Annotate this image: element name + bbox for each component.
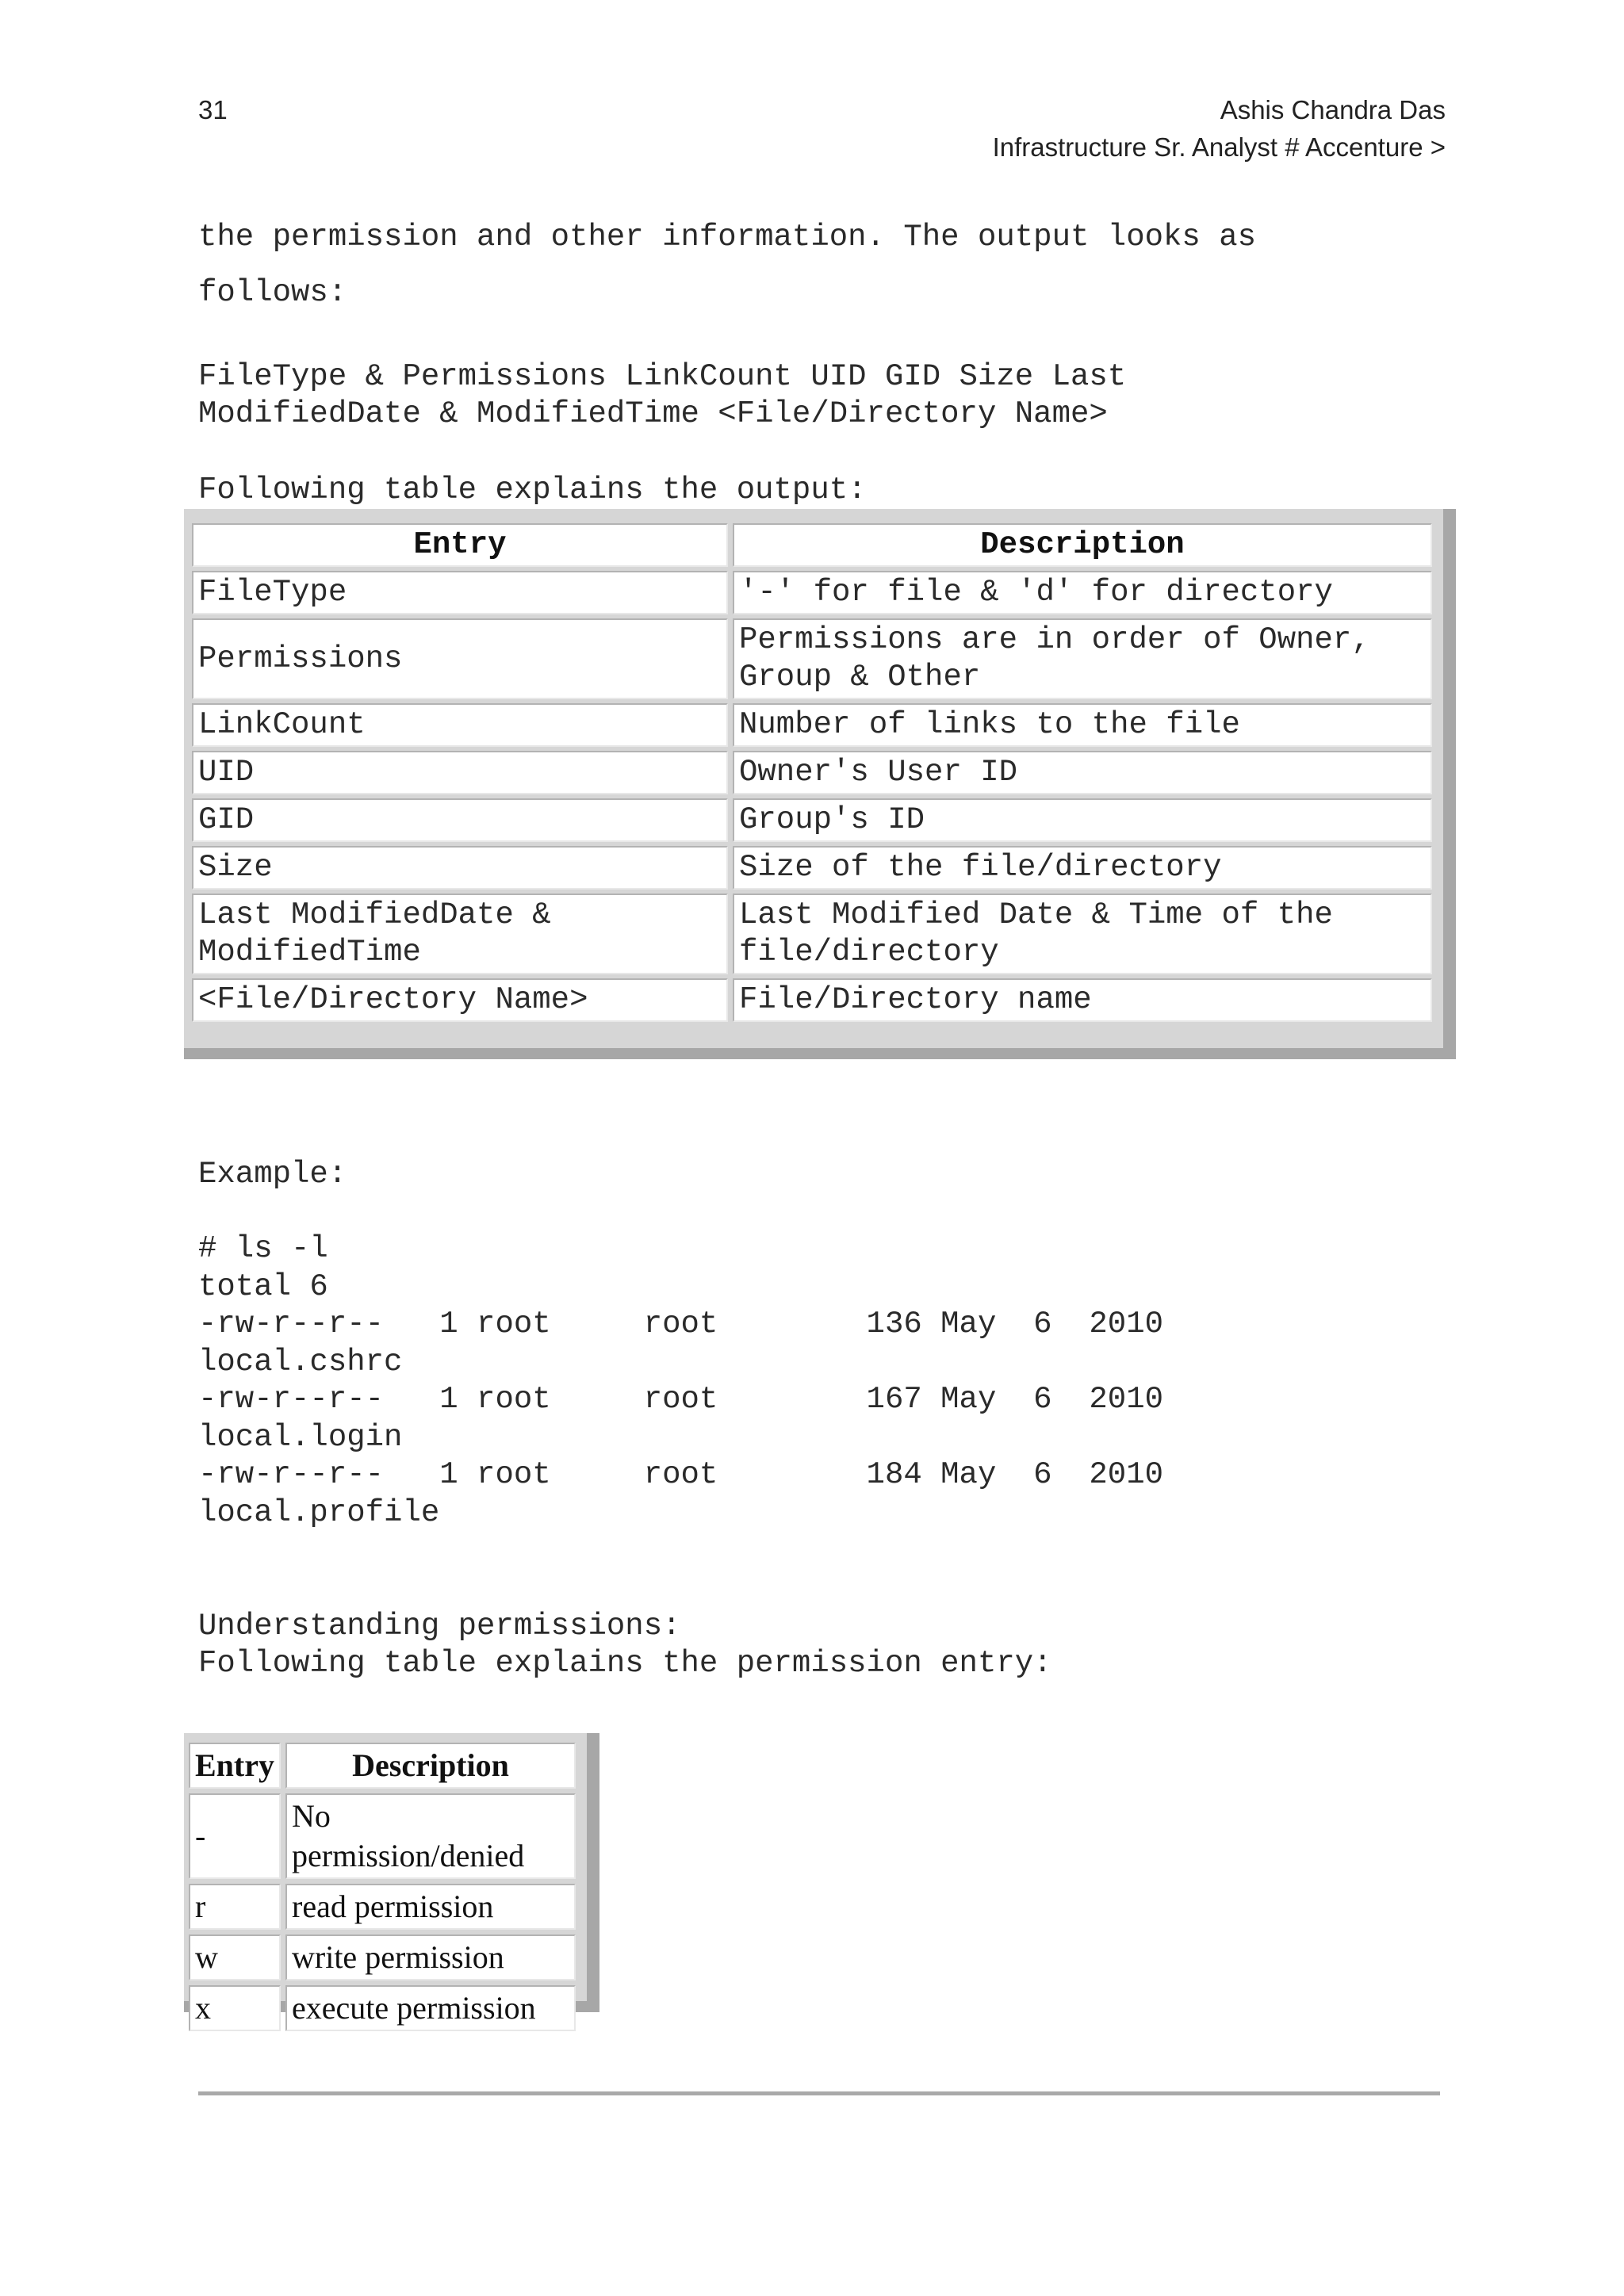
entry-cell: <File/Directory Name> (192, 978, 728, 1022)
table-row (189, 1934, 576, 1980)
table-row (192, 978, 1432, 1022)
description-cell: write permission (285, 1934, 576, 1980)
description-cell: No permission/denied (285, 1793, 576, 1879)
author-name: Ashis Chandra Das (1220, 95, 1446, 124)
description-cell: Number of links to the file (733, 703, 1432, 747)
table-row (189, 1793, 576, 1879)
description-cell: read permission (285, 1884, 576, 1930)
description-cell: Last Modified Date & Time of the file/directory (733, 894, 1432, 974)
table-row (192, 751, 1432, 794)
table-header-row (189, 1743, 576, 1789)
column-header-description: Description (733, 523, 1432, 567)
description-cell: Group's ID (733, 798, 1432, 842)
column-header-description: Description (285, 1743, 576, 1789)
understanding-permissions-text: Understanding permissions: Following table explains the permission entry: (198, 1609, 1052, 1681)
table-row (192, 618, 1432, 699)
description-cell: '-' for file & 'd' for directory (733, 571, 1432, 614)
table-row (192, 798, 1432, 842)
description-cell: Size of the file/directory (733, 846, 1432, 890)
output-format-line: FileType & Permissions LinkCount UID GID Size Last ModifiedDate & ModifiedTime <File/Directory Name> (198, 359, 1127, 431)
entry-cell: FileType (192, 571, 728, 614)
entry-cell: UID (192, 751, 728, 794)
table-header-row (192, 523, 1432, 567)
table-row (192, 894, 1432, 974)
column-header-entry: Entry (189, 1743, 281, 1789)
description-cell: execute permission (285, 1985, 576, 2031)
output-table-frame (184, 509, 1456, 1059)
permission-entry-table (184, 1738, 580, 2036)
entry-cell: r (189, 1884, 281, 1930)
example-label: Example: (198, 1157, 347, 1192)
ls-command-output: # ls -l total 6 -rw-r--r-- 1 root root 136 May 6 2010 local.cshrc -rw-r--r-- 1 root root 167 May 6 2010 local.login -rw-r--r-- 1 root root 184 May 6 2010 local.profile (198, 1231, 1163, 1530)
table-row (189, 1884, 576, 1930)
description-cell: Owner's User ID (733, 751, 1432, 794)
table-row (192, 571, 1432, 614)
entry-cell: Last ModifiedDate & ModifiedTime (192, 894, 728, 974)
description-cell: Permissions are in order of Owner, Group & Other (733, 618, 1432, 699)
table-row (189, 1985, 576, 2031)
permission-table-frame (184, 1733, 599, 2026)
footer-rule (198, 2091, 1440, 2095)
output-explanation-table (187, 519, 1437, 1026)
entry-cell: Permissions (192, 618, 728, 699)
table1-caption: Following table explains the output: (198, 473, 867, 507)
entry-cell: Size (192, 846, 728, 890)
entry-cell: LinkCount (192, 703, 728, 747)
description-cell: File/Directory name (733, 978, 1432, 1022)
entry-cell: w (189, 1934, 281, 1980)
column-header-entry: Entry (192, 523, 728, 567)
entry-cell: x (189, 1985, 281, 2031)
entry-cell: GID (192, 798, 728, 842)
entry-cell: - (189, 1793, 281, 1879)
author-role: Infrastructure Sr. Analyst # Accenture > (992, 132, 1446, 162)
table-row (192, 703, 1432, 747)
page-number: 31 (198, 95, 228, 124)
table-row (192, 846, 1432, 890)
intro-paragraph: the permission and other information. The output looks as follows: (198, 220, 1257, 310)
